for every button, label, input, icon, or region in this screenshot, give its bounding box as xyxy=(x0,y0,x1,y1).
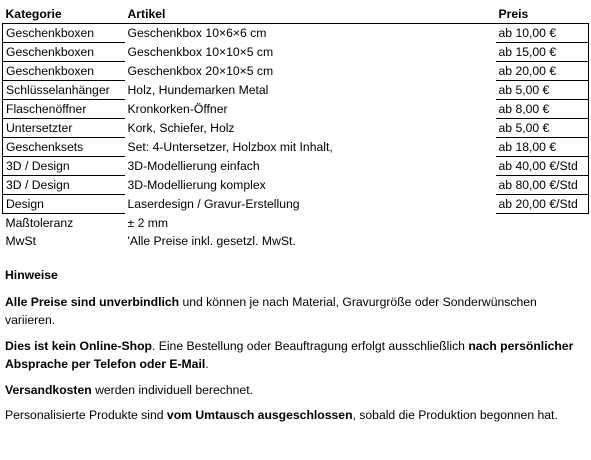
table-row xyxy=(3,81,589,100)
table-row xyxy=(3,176,589,195)
table-row xyxy=(3,62,589,81)
table-cell-artikel: Laserdesign / Gravur-Erstellung xyxy=(127,197,300,211)
table-cell-preis: ab 5,00 € xyxy=(496,119,589,138)
table-cell-artikel: 3D-Modellierung komplex xyxy=(127,178,266,192)
table-cell-preis: ab 15,00 € xyxy=(496,43,589,62)
table-cell-artikel: Geschenkbox 20×10×5 cm xyxy=(127,64,274,78)
notes-heading: Hinweise xyxy=(5,268,58,282)
note-personalized-products xyxy=(5,406,585,425)
note-text: Personalisierte Produkte sind xyxy=(5,408,167,422)
table-cell-preis xyxy=(496,214,589,233)
table-cell-kategorie: MwSt xyxy=(5,234,36,248)
note-text: und können je nach Material, Gravurgröße oder Sonderwünschen variieren. xyxy=(5,294,537,327)
table-cell-artikel: Kronkorken-Öffner xyxy=(127,102,228,116)
table-cell-artikel: Geschenkbox 10×10×5 cm xyxy=(127,45,274,59)
note-prices-nonbinding xyxy=(5,293,585,330)
table-cell-kategorie: Geschenkboxen xyxy=(3,43,125,62)
table-cell-preis: ab 18,00 € xyxy=(496,138,589,157)
note-text: werden individuell berechnet. xyxy=(91,382,253,397)
note-text: , sobald die Produktion begonnen hat. xyxy=(352,408,558,422)
table-cell-kategorie: Schlüsselanhänger xyxy=(3,81,125,100)
note-text: . Eine Bestellung oder Beauftragung erfolgt ausschließlich xyxy=(151,338,469,353)
table-header-row xyxy=(3,5,589,24)
note-bold-text: Alle Preise sind unverbindlich xyxy=(5,294,180,309)
price-table-container xyxy=(2,5,588,250)
table-cell-kategorie: 3D / Design xyxy=(3,157,125,176)
table-cell-kategorie: Geschenksets xyxy=(3,138,125,157)
table-row xyxy=(3,43,589,62)
table-cell-preis: ab 20,00 € xyxy=(496,62,589,81)
table-cell-preis xyxy=(496,232,589,250)
table-row xyxy=(3,195,589,214)
table-cell-preis: ab 5,00 € xyxy=(496,81,589,100)
table-cell-kategorie: Flaschenöffner xyxy=(3,100,125,119)
table-row xyxy=(3,232,589,250)
table-cell-kategorie: Maßtoleranz xyxy=(5,216,74,230)
table-cell-preis: ab 20,00 €/Std xyxy=(496,195,589,214)
column-header-kategorie: Kategorie xyxy=(3,5,125,24)
table-row xyxy=(3,157,589,176)
note-bold-text: Versandkosten xyxy=(5,382,92,397)
table-cell-artikel: Geschenkbox 10×6×6 cm xyxy=(127,26,267,41)
price-table xyxy=(2,5,589,250)
table-cell-kategorie: Geschenkboxen xyxy=(3,24,125,43)
table-cell-artikel: Holz, Hundemarken Metal xyxy=(127,83,269,97)
table-cell-kategorie: Untersetzter xyxy=(3,119,125,138)
notes-section xyxy=(5,266,585,432)
table-cell-artikel: 3D-Modellierung einfach xyxy=(127,159,260,173)
table-cell-artikel: ± 2 mm xyxy=(127,215,169,230)
table-cell-preis: ab 80,00 €/Std xyxy=(496,176,589,195)
table-row xyxy=(3,100,589,119)
table-cell-kategorie: 3D / Design xyxy=(3,176,125,195)
note-bold-text: nach persönlicher Absprache per Telefon oder E-Mail xyxy=(5,338,574,371)
table-cell-artikel: 'Alle Preise inkl. gesetzl. MwSt. xyxy=(127,234,296,248)
table-cell-artikel: Set: 4-Untersetzer, Holzbox mit Inhalt, xyxy=(127,140,333,154)
table-cell-kategorie: Geschenkboxen xyxy=(3,62,125,81)
table-row xyxy=(3,119,589,138)
table-cell-artikel: Kork, Schiefer, Holz xyxy=(127,121,235,135)
note-bold-text: Dies ist kein Online-Shop xyxy=(5,338,152,353)
table-cell-preis: ab 10,00 € xyxy=(496,24,589,43)
table-cell-preis: ab 8,00 € xyxy=(496,100,589,119)
note-no-online-shop xyxy=(5,337,585,374)
column-header-artikel: Artikel xyxy=(125,5,496,24)
table-row xyxy=(3,138,589,157)
column-header-preis: Preis xyxy=(496,5,589,24)
table-row xyxy=(3,24,589,43)
table-row xyxy=(3,214,589,233)
note-shipping-costs xyxy=(5,381,585,400)
table-cell-kategorie: Design xyxy=(3,195,125,214)
note-text: . xyxy=(205,357,209,371)
note-bold-text: vom Umtausch ausgeschlossen xyxy=(166,408,353,422)
table-cell-preis: ab 40,00 €/Std xyxy=(496,157,589,176)
